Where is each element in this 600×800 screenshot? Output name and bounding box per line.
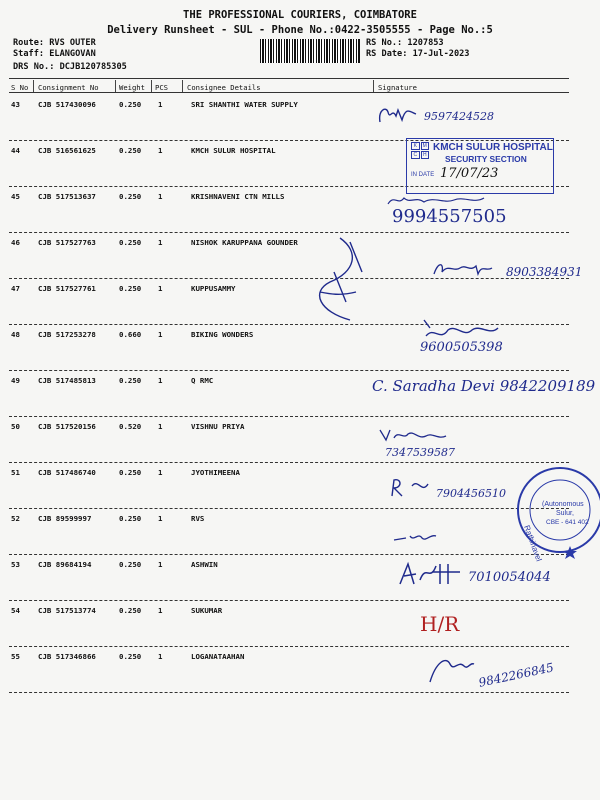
row-weight: 0.520 — [119, 422, 142, 431]
row-consignment-no: CJB 517486740 — [38, 468, 96, 477]
row-weight: 0.250 — [119, 652, 142, 661]
row-weight: 0.250 — [119, 560, 142, 569]
row-pcs: 1 — [158, 330, 163, 339]
row-consignee: JYOTHIMEENA — [191, 468, 240, 477]
row-consignment-no: CJB 516561625 — [38, 146, 96, 155]
row-divider — [9, 370, 569, 371]
round-stamp-line2: Sulur, — [556, 510, 574, 517]
row-sno: 44 — [11, 146, 20, 155]
signature-55 — [426, 652, 476, 688]
row-weight: 0.250 — [119, 284, 142, 293]
route-label: Route: RVS OUTER — [13, 38, 96, 48]
row-pcs: 1 — [158, 146, 163, 155]
row-sno: 55 — [11, 652, 20, 661]
row-pcs: 1 — [158, 606, 163, 615]
row-pcs: 1 — [158, 238, 163, 247]
signature-44-date: 17/07/23 — [440, 166, 499, 181]
row-pcs: 1 — [158, 514, 163, 523]
row-sno: 47 — [11, 284, 20, 293]
row-consignment-no: CJB 517527761 — [38, 284, 96, 293]
row-sno: 49 — [11, 376, 20, 385]
signature-48-phone: 9600505398 — [420, 340, 503, 355]
drs-number: DRS No.: DCJB120785305 — [13, 62, 127, 72]
row-consignee: KRISHNAVENI CTN MILLS — [191, 192, 285, 201]
kmch-logo-letter: K — [411, 142, 420, 150]
kmch-logo-letter: M — [421, 142, 430, 150]
row-sno: 51 — [11, 468, 20, 477]
kmch-logo — [411, 142, 429, 158]
row-pcs: 1 — [158, 652, 163, 661]
round-stamp-line3: CBE - 641 402 — [546, 519, 589, 526]
kmch-stamp-section: SECURITY SECTION — [445, 154, 527, 164]
row-sno: 48 — [11, 330, 20, 339]
row-consignment-no: CJB 517346866 — [38, 652, 96, 661]
barcode — [260, 39, 360, 63]
kmch-stamp-indate: IN DATE — [411, 172, 435, 178]
row-consignment-no: CJB 89684194 — [38, 560, 92, 569]
row-consignment-no: CJB 517513637 — [38, 192, 96, 201]
rs-date: RS Date: 17-Jul-2023 — [366, 49, 470, 59]
row-weight: 0.250 — [119, 146, 142, 155]
column-divider — [373, 80, 374, 92]
col-sno: S No — [11, 83, 29, 92]
rs-number: RS No.: 1207853 — [366, 38, 444, 48]
signature-46-phone: 8903384931 — [506, 265, 583, 279]
row-consignment-no: CJB 517485813 — [38, 376, 96, 385]
runsheet-subtitle: Delivery Runsheet - SUL - Phone No.:0422-3505555 - Page No.:5 — [107, 24, 493, 36]
row-weight: 0.250 — [119, 468, 142, 477]
column-divider — [115, 80, 116, 92]
row-weight: 0.250 — [119, 606, 142, 615]
row-divider — [9, 554, 569, 555]
row-pcs: 1 — [158, 376, 163, 385]
kmch-stamp-title: KMCH SULUR HOSPITAL — [433, 142, 553, 153]
row-sno: 50 — [11, 422, 20, 431]
row-weight: 0.250 — [119, 192, 142, 201]
row-divider — [9, 462, 569, 463]
row-consignee: BIKING WONDERS — [191, 330, 254, 339]
row-weight: 0.660 — [119, 330, 142, 339]
signature-46 — [430, 258, 510, 278]
header-bottom-rule — [9, 92, 569, 93]
signature-50-phone: 7347539587 — [385, 446, 455, 459]
row-divider — [9, 416, 569, 417]
signature-46-47-scribble — [300, 232, 380, 326]
row-pcs: 1 — [158, 284, 163, 293]
row-consignment-no: CJB 517520156 — [38, 422, 96, 431]
col-consignee: Consignee Details — [187, 83, 261, 92]
column-divider — [151, 80, 152, 92]
row-divider — [9, 232, 569, 233]
star-icon — [563, 546, 577, 559]
header-top-rule — [9, 78, 569, 79]
kmch-logo-letter: H — [421, 151, 430, 159]
row-pcs: 1 — [158, 468, 163, 477]
signature-49: C. Saradha Devi 9842209189 — [372, 377, 596, 395]
row-sno: 46 — [11, 238, 20, 247]
row-consignment-no: CJB 517253278 — [38, 330, 96, 339]
row-pcs: 1 — [158, 560, 163, 569]
row-sno: 45 — [11, 192, 20, 201]
col-signature: Signature — [378, 83, 417, 92]
signature-50 — [378, 426, 468, 444]
row-divider — [9, 692, 569, 693]
col-consignment: Consignment No — [38, 83, 99, 92]
row-consignee: Q RMC — [191, 376, 214, 385]
row-consignment-no: CJB 517430096 — [38, 100, 96, 109]
row-consignee: NISHOK KARUPPANA GOUNDER — [191, 238, 298, 247]
signature-45-phone: 9994557505 — [392, 206, 507, 227]
row-sno: 54 — [11, 606, 20, 615]
row-consignee: VISHNU PRIYA — [191, 422, 245, 431]
round-stamp — [512, 462, 600, 563]
signature-51-phone: 7904456510 — [436, 487, 506, 500]
signature-43 — [376, 102, 426, 128]
col-pcs: PCS — [155, 83, 168, 92]
signature-53-phone: 7010054044 — [468, 570, 551, 585]
row-pcs: 1 — [158, 192, 163, 201]
signature-55-phone: 9842266845 — [477, 660, 555, 690]
row-divider — [9, 508, 569, 509]
column-divider — [33, 80, 34, 92]
staff-label: Staff: ELANGOVAN — [13, 49, 96, 59]
col-weight: Weight — [119, 83, 145, 92]
row-consignee: KMCH SULUR HOSPITAL — [191, 146, 276, 155]
row-weight: 0.250 — [119, 514, 142, 523]
row-divider — [9, 600, 569, 601]
company-title: THE PROFESSIONAL COURIERS, COIMBATORE — [183, 9, 417, 21]
row-sno: 52 — [11, 514, 20, 523]
signature-43-phone: 9597424528 — [424, 110, 494, 123]
signature-52 — [392, 528, 442, 544]
column-divider — [182, 80, 183, 92]
row-sno: 53 — [11, 560, 20, 569]
row-divider — [9, 278, 569, 279]
row-pcs: 1 — [158, 100, 163, 109]
round-stamp-line1: (Autonomous — [542, 501, 584, 508]
row-divider — [9, 646, 569, 647]
signature-54: H/R — [420, 612, 460, 636]
row-sno: 43 — [11, 100, 20, 109]
row-consignee: SUKUMAR — [191, 606, 223, 615]
round-stamp-outer-text: Rathinavel — [522, 523, 544, 563]
row-consignee: LOGANATAAHAN — [191, 652, 245, 661]
row-pcs: 1 — [158, 422, 163, 431]
row-consignee: SRI SHANTHI WATER SUPPLY — [191, 100, 298, 109]
row-consignment-no: CJB 517513774 — [38, 606, 96, 615]
signature-53 — [396, 560, 472, 588]
row-consignee: KUPPUSAMMY — [191, 284, 236, 293]
row-consignee: ASHWIN — [191, 560, 218, 569]
row-consignment-no: CJB 89599997 — [38, 514, 92, 523]
row-consignment-no: CJB 517527763 — [38, 238, 96, 247]
kmch-logo-letter: C — [411, 151, 420, 159]
row-consignee: RVS — [191, 514, 205, 523]
row-weight: 0.250 — [119, 100, 142, 109]
row-weight: 0.250 — [119, 376, 142, 385]
row-weight: 0.250 — [119, 238, 142, 247]
